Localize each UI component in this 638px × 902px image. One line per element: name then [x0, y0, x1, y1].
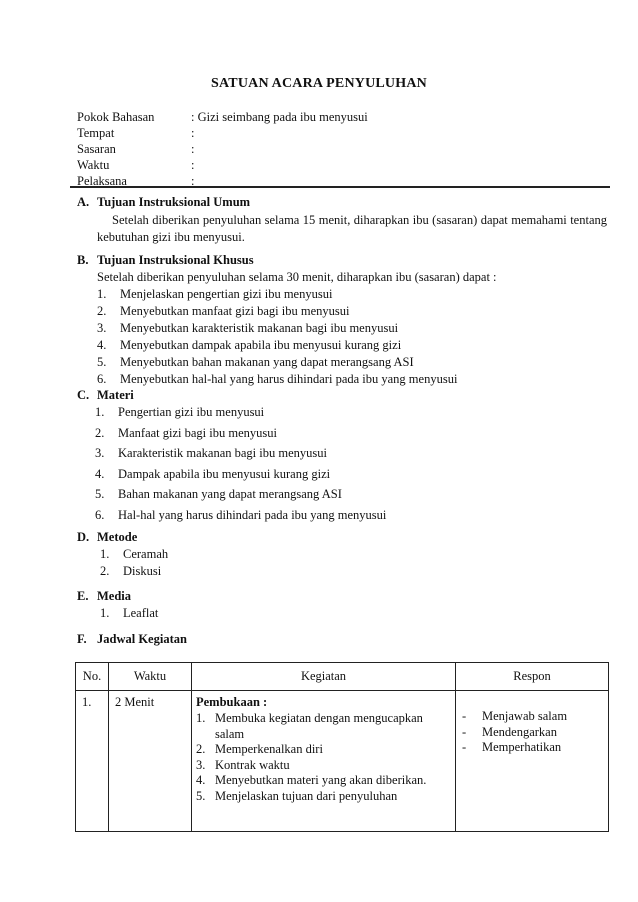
item-number: 1. [95, 405, 105, 419]
activity-title: Pembukaan : [196, 695, 268, 709]
info-value: : [191, 126, 195, 140]
list-item [95, 405, 607, 426]
item-dash: - [462, 724, 467, 739]
item-number: 2. [100, 564, 110, 578]
list-item [100, 547, 607, 564]
column-header-kegiatan: Kegiatan [192, 663, 456, 691]
section-letter: B. [77, 253, 89, 267]
list-item [97, 304, 607, 321]
media-list [100, 606, 607, 623]
item-text: Menyebutkan manfaat gizi bagi ibu menyusui [120, 304, 350, 318]
info-label: Pokok Bahasan [77, 110, 155, 124]
item-number: 1. [97, 287, 107, 301]
section-heading [77, 195, 607, 212]
section-tujuan-umum [77, 195, 607, 246]
table-row [76, 691, 609, 832]
list-item [95, 446, 607, 467]
column-header-respon: Respon [456, 663, 609, 691]
item-number: 5. [97, 355, 107, 369]
item-text: Pengertian gizi ibu menyusui [118, 405, 265, 419]
section-title: Materi [97, 388, 134, 402]
item-number: 3. [196, 757, 206, 772]
list-item [196, 758, 455, 774]
item-text: Menyebutkan hal-hal yang harus dihindari pada ibu yang menyusui [120, 372, 458, 386]
section-letter: F. [77, 632, 87, 646]
list-item [100, 606, 607, 623]
item-text: Manfaat gizi bagi ibu menyusui [118, 425, 277, 440]
section-letter: D. [77, 530, 90, 544]
info-label: Tempat [77, 126, 115, 140]
item-number: 2. [97, 304, 107, 318]
item-text: Hal-hal yang harus dihindari pada ibu yang menyusui [118, 507, 387, 522]
page-title: SATUAN ACARA PENYULUHAN [211, 76, 427, 91]
item-number: 1. [100, 606, 110, 620]
list-item [196, 742, 455, 758]
item-text: Menjawab salam [482, 709, 568, 723]
item-text: Menyebutkan bahan makanan yang dapat merangsang ASI [120, 355, 414, 369]
item-number: 3. [97, 321, 107, 335]
section-metode [77, 530, 607, 581]
activity-list [192, 711, 455, 804]
section-title: Metode [97, 530, 138, 544]
section-title: Media [97, 589, 132, 603]
info-label: Waktu [77, 158, 110, 172]
list-item [196, 789, 455, 805]
cell-waktu: 2 Menit [109, 691, 192, 832]
item-number: 5. [196, 788, 206, 803]
item-text: Diskusi [123, 564, 162, 578]
section-materi [77, 388, 607, 528]
item-number: 6. [95, 507, 105, 522]
list-item [100, 564, 607, 581]
item-number: 1. [100, 547, 110, 561]
section-letter: A. [77, 195, 90, 209]
list-item [97, 321, 607, 338]
materi-list [95, 405, 607, 528]
item-text: Menjelaskan pengertian gizi ibu menyusui [120, 287, 333, 301]
section-paragraph [97, 212, 607, 246]
list-item [196, 773, 455, 789]
section-title: Jadwal Kegiatan [97, 632, 187, 646]
info-value: : [191, 158, 195, 172]
info-value: : [191, 174, 195, 188]
paragraph-text: Setelah diberikan penyuluhan selama 15 menit, diharapkan ibu (sasaran) dapat memahami tentang kebutuhan gizi ibu menyusui. [97, 213, 607, 244]
info-value: : [191, 142, 195, 156]
header-divider [70, 186, 610, 188]
item-number: 4. [95, 466, 105, 481]
column-header-no: No. [76, 663, 109, 691]
cell-no: 1. [76, 691, 109, 832]
item-text: Memperhatikan [482, 740, 562, 754]
column-header-waktu: Waktu [109, 663, 192, 691]
section-media [77, 589, 607, 623]
item-text: Karakteristik makanan bagi ibu menyusui [118, 446, 327, 460]
list-item [97, 287, 607, 304]
item-number: 2. [95, 425, 105, 440]
objectives-list [97, 287, 607, 389]
list-item [97, 338, 607, 355]
item-text: Menyebutkan materi yang akan diberikan. [215, 773, 427, 787]
list-item [196, 711, 455, 742]
list-item [462, 725, 608, 741]
item-number: 2. [196, 742, 206, 756]
item-text: Bahan makanan yang dapat merangsang ASI [118, 487, 342, 501]
item-text: Mendengarkan [482, 724, 557, 739]
schedule-table [75, 662, 609, 832]
item-text: Menyebutkan karakteristik makanan bagi ibu menyusui [120, 321, 399, 335]
item-text: Memperkenalkan diri [215, 742, 323, 756]
item-number: 1. [196, 711, 206, 725]
item-dash: - [462, 709, 467, 723]
info-value: : Gizi seimbang pada ibu menyusui [191, 110, 368, 124]
list-item [95, 487, 607, 508]
item-number: 4. [196, 773, 206, 787]
item-text: Ceramah [123, 547, 169, 561]
section-heading [77, 253, 607, 270]
item-dash: - [462, 740, 467, 754]
section-jadwal-kegiatan [77, 632, 607, 649]
section-title: Tujuan Instruksional Umum [97, 195, 251, 209]
section-heading [77, 589, 607, 606]
list-item [95, 467, 607, 488]
list-item [462, 709, 608, 725]
table-header-row [76, 663, 609, 691]
item-number: 6. [97, 372, 107, 386]
item-number: 3. [95, 446, 105, 460]
item-text: Menyebutkan dampak apabila ibu menyusui kurang gizi [120, 338, 402, 352]
list-item [95, 508, 607, 529]
response-list [456, 691, 608, 756]
cell-kegiatan [192, 691, 456, 832]
section-tujuan-khusus [77, 253, 607, 389]
info-label: Sasaran [77, 142, 116, 156]
section-letter: C. [77, 388, 90, 402]
item-text: Membuka kegiatan dengan mengucapkan salam [215, 711, 423, 741]
item-text: Dampak apabila ibu menyusui kurang gizi [118, 466, 331, 481]
section-heading [77, 632, 607, 649]
section-letter: E. [77, 589, 89, 603]
list-item [95, 426, 607, 447]
info-label: Pelaksana [77, 174, 127, 188]
section-intro: Setelah diberikan penyuluhan selama 30 menit, diharapkan ibu (sasaran) dapat : [97, 270, 497, 284]
list-item [462, 740, 608, 756]
item-text: Leaflat [123, 606, 159, 620]
item-number: 5. [95, 487, 105, 501]
list-item [97, 355, 607, 372]
section-heading [77, 388, 607, 405]
cell-respon [456, 691, 609, 832]
section-heading [77, 530, 607, 547]
list-item [97, 372, 607, 389]
item-text: Kontrak waktu [215, 757, 290, 772]
section-title: Tujuan Instruksional Khusus [97, 253, 254, 267]
item-number: 4. [97, 338, 107, 352]
metode-list [100, 547, 607, 581]
item-text: Menjelaskan tujuan dari penyuluhan [215, 788, 398, 803]
